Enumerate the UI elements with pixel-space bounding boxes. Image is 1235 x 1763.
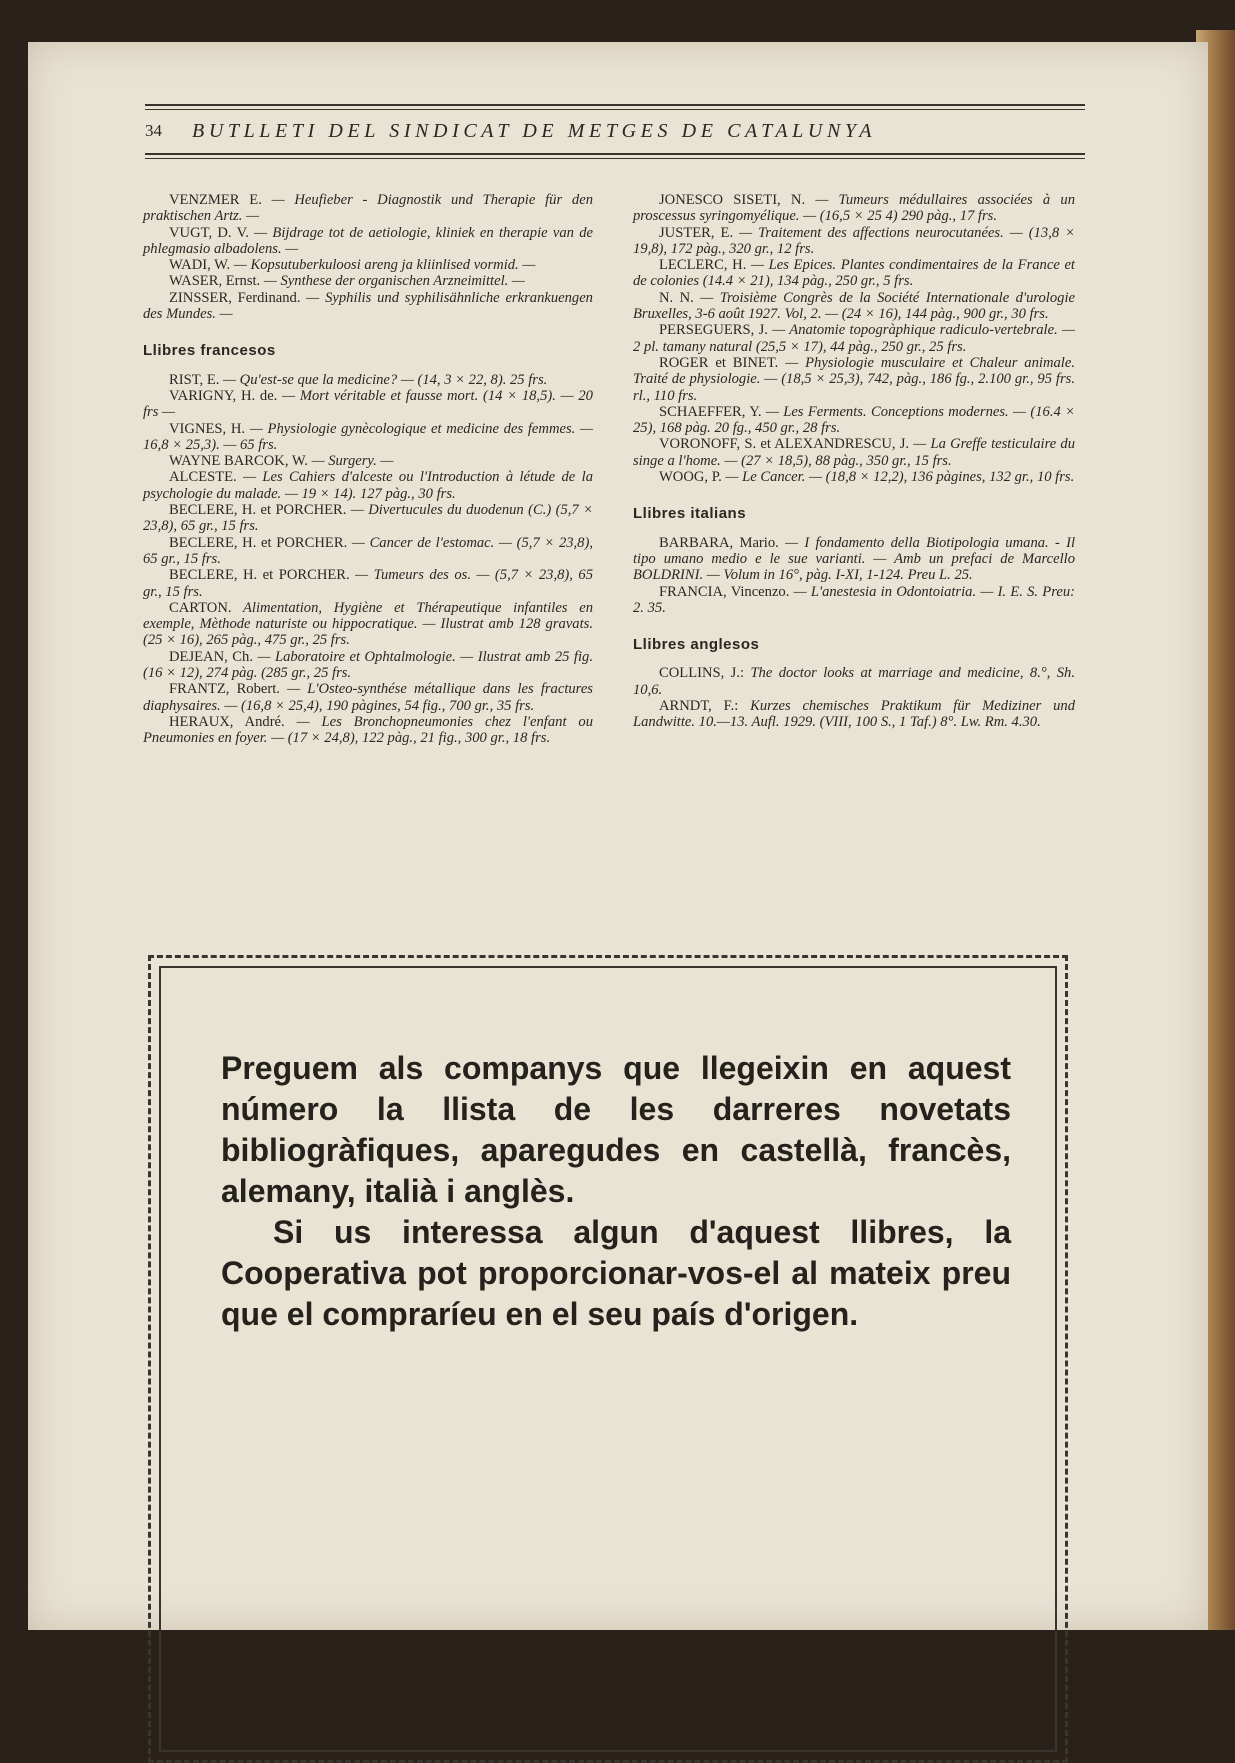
left-column <box>143 192 593 747</box>
entry-title: — L'Osteo-synthése métallique dans les fractures diaphysaires. — (16,8 × 25,4), 190 pàgines, 54 fig., 700 gr., 35 frs. <box>143 681 593 714</box>
entry-title: — Les Bronchopneumonies chez l'enfant ou Pneumonies en foyer. — (17 × 24,8), 122 pàg., 21 fig., 300 gr., 18 frs. <box>143 713 594 747</box>
bibliography-entry <box>143 225 593 258</box>
bibliography-entry <box>633 257 1075 290</box>
bibliography-entry <box>143 649 593 682</box>
bibliography-entry <box>633 535 1075 584</box>
entry-author: ZINSSER, Ferdinand. <box>169 289 301 306</box>
bibliography-entry <box>633 290 1075 323</box>
entry-author: RIST, E. <box>169 371 220 388</box>
bibliography-entry <box>143 502 593 535</box>
bibliography-entry <box>633 698 1075 731</box>
entry-list-french <box>143 372 593 747</box>
bibliography-entry <box>143 681 593 714</box>
entry-title: — Physiologie gynècologique et medicine des femmes. — 16,8 × 25,3). — 65 frs. <box>143 420 594 453</box>
running-title: BUTLLETI DEL SINDICAT DE METGES DE CATALUNYA <box>192 119 877 142</box>
bibliography-entry <box>633 665 1075 698</box>
entry-title: — Cancer de l'estomac. — (5,7 × 23,8), 65 gr., 15 frs. <box>143 534 593 567</box>
entry-author: BARBARA, Mario. <box>659 534 779 551</box>
entry-title: — Heufieber - Diagnostik und Therapie für den praktischen Artz. — <box>143 192 593 225</box>
bibliography-entry <box>143 600 593 649</box>
entry-author: WASER, Ernst. <box>169 273 261 290</box>
entry-title: — La Greffe testiculaire du singe a l'home. — (27 × 18,5), 88 pàg., 350 gr., 15 frs. <box>633 436 1076 469</box>
entry-title: — Les Ferments. Conceptions modernes. — (16.4 × 25), 168 pàg. 20 fg., 450 gr., 28 frs. <box>633 403 1075 437</box>
entry-author: N. N. <box>659 289 694 306</box>
bibliography-entry <box>633 436 1075 469</box>
entry-author: PERSEGUERS, J. <box>659 322 768 339</box>
page-number: 34 <box>145 121 162 140</box>
entry-author: BECLERE, H. et PORCHER. <box>169 502 347 519</box>
header-rule-bottom <box>145 153 1085 155</box>
notice-paragraph-2: Si us interessa algun d'aquest llibres, la Cooperativa pot proporcionar-vos-el al mateix preu que el compraríeu en el seu país d'origen. <box>221 1214 1011 1332</box>
entry-author: ARNDT, F.: <box>659 698 739 715</box>
entry-title: — Synthese der organischen Arzneimittel. — <box>260 273 525 290</box>
entry-author: LECLERC, H. <box>659 257 747 274</box>
entry-title: — Tumeurs médullaires associées à un proscessus syringomyélique. — (16,5 × 25 4) 290 pàg., 17 frs. <box>633 192 1075 225</box>
bibliography-entry <box>143 567 593 600</box>
section-heading-italian: Llibres italians <box>633 505 747 523</box>
entry-title: — Mort véritable et fausse mort. (14 × 18,5). — 20 frs — <box>143 387 593 421</box>
entry-author: DEJEAN, Ch. <box>169 648 253 665</box>
entry-author: SCHAEFFER, Y. <box>659 403 762 420</box>
entry-author: ALCESTE. <box>169 469 237 486</box>
entry-author: JUSTER, E. <box>659 224 734 241</box>
bibliography-entry <box>633 584 1075 617</box>
entry-title: — Kopsutuberkuloosi areng ja kliinlised vormid. — <box>230 257 536 274</box>
entry-title: The doctor looks at marriage and medicine, 8.°, Sh. 10,6. <box>633 665 1075 698</box>
entry-list-french-continued <box>633 192 1075 485</box>
entry-title: — Le Cancer. — (18,8 × 12,2), 136 pàgines, 132 gr., 10 frs. <box>721 469 1075 486</box>
entry-author: CARTON. <box>169 599 232 616</box>
entry-title: — Les Cahiers d'alceste ou l'Introduction à létude de la psychologie du malade. — 19 × 14). 127 pàg., 30 frs. <box>143 469 593 502</box>
bibliography-entry <box>633 225 1075 258</box>
entry-title: — Physiologie musculaire et Chaleur animale. Traité de physiologie. — (18,5 × 25,3), 742, pàg., 186 fg., 2.100 gr., 95 frs. rl., 110 frs. <box>633 354 1075 404</box>
bibliography-entry <box>633 469 1075 485</box>
entry-title: — Tumeurs des os. — (5,7 × 23,8), 65 gr., 15 frs. <box>143 567 593 600</box>
bibliography-entry <box>143 290 593 323</box>
entry-title: — Surgery. — <box>307 453 394 470</box>
entry-author: VENZMER E. <box>169 192 262 208</box>
entry-title: Alimentation, Hygiène et Thérapeutique infantiles en exemple, Mèthode naturiste ou hippocratique. — Ilustrat amb 128 gravats. (25 × 16), 265 pàg., 475 gr., 25 frs. <box>143 599 593 649</box>
entry-author: WADI, W. <box>169 257 231 274</box>
entry-author: COLLINS, J.: <box>659 665 745 682</box>
entry-author: VUGT, D. V. <box>169 224 249 241</box>
entry-author: WOOG, P. <box>659 469 722 486</box>
entry-list-german <box>143 192 593 322</box>
entry-list-english <box>633 665 1075 730</box>
entry-title: — Bijdrage tot de aetiologie, kliniek en therapie van de phlegmasio albadolens. — <box>143 224 593 257</box>
entry-title: — Les Epices. Plantes condimentaires de la France et de colonies (14.4 × 21), 134 pàg., 250 gr., 5 frs. <box>633 257 1075 290</box>
bibliography-entry <box>143 535 593 568</box>
bibliography-entry <box>633 355 1075 404</box>
entry-author: FRANCIA, Vincenzo. <box>659 583 790 600</box>
entry-title: — Anatomie topogràphique radiculo-vertebrale. — 2 pl. tamany natural (25,5 × 17), 44 pàg., 250 gr., 25 frs. <box>633 322 1076 355</box>
bibliography-entry <box>143 257 593 273</box>
bibliography-entry <box>143 469 593 502</box>
bibliography-entry <box>633 404 1075 437</box>
entry-author: VORONOFF, S. et ALEXANDRESCU, J. <box>659 436 910 453</box>
section-heading-english: Llibres anglesos <box>633 636 760 654</box>
entry-author: ROGER et BINET. <box>659 354 779 371</box>
entry-title: — Traitement des affections neurocutanées. — (13,8 × 19,8), 172 pàg., 320 gr., 12 frs. <box>633 224 1075 257</box>
section-heading-french: Llibres francesos <box>143 342 276 360</box>
right-column <box>633 192 1075 731</box>
header-rule-top <box>145 104 1085 106</box>
entry-author: VIGNES, H. <box>169 420 246 437</box>
bibliography-entry <box>633 322 1075 355</box>
entry-title: — Syphilis und syphilisähnliche erkrankuengen des Mundes. — <box>143 289 593 323</box>
bibliography-entry <box>143 453 593 469</box>
notice-box <box>148 955 1068 1763</box>
entry-title: — Divertucules du duodenun (C.) (5,7 × 23,8), 65 gr., 15 frs. <box>143 502 593 535</box>
entry-list-italian <box>633 535 1075 616</box>
entry-title: — L'anestesia in Odontoiatria. — I. E. S. Preu: 2. 35. <box>633 583 1075 616</box>
header-rule-bottom-thin <box>145 158 1085 159</box>
entry-author: FRANTZ, Robert. <box>169 681 280 698</box>
bibliography-entry <box>143 714 593 747</box>
entry-author: VARIGNY, H. de. <box>169 387 278 404</box>
bibliography-entry <box>143 372 593 388</box>
entry-title: Kurzes chemisches Praktikum für Mediziner und Landwitte. 10.—13. Aufl. 1929. (VIII, 100 S., 1 Taf.) 8°. Lw. Rm. 4.30. <box>633 698 1075 731</box>
header-rule-top-thin <box>145 109 1085 110</box>
entry-title: — Qu'est-se que la medicine? — (14, 3 × 22, 8). 25 frs. <box>219 371 548 388</box>
entry-author: BECLERE, H. et PORCHER. <box>169 567 350 584</box>
bibliography-entry <box>143 192 593 225</box>
bibliography-entry <box>633 192 1075 225</box>
entry-author: JONESCO SISETI, N. <box>659 192 806 208</box>
entry-author: BECLERE, H. et PORCHER. <box>169 534 348 551</box>
entry-author: HERAUX, André. <box>169 713 285 730</box>
page-header <box>145 113 1085 149</box>
entry-title: — I fondamento della Biotipologia umana. - Il tipo umano medio e le sue varianti. — Amb un prefaci de Marcello BOLDRINI. — Volum in 16°, pàg. I-XI, 1-124. Preu L. 25. <box>633 534 1075 584</box>
entry-title: — Troisième Congrès de la Société Internationale d'urologie Bruxelles, 3-6 août 1927. Vol, 2. — (24 × 16), 144 pàg., 900 gr., 30 frs. <box>633 289 1075 323</box>
entry-title: — Laboratoire et Ophtalmologie. — Ilustrat amb 25 fig. (16 × 12), 274 pàg. (285 gr., 25 frs. <box>143 648 593 682</box>
bibliography-entry <box>143 273 593 289</box>
entry-author: WAYNE BARCOK, W. <box>169 453 308 470</box>
bibliography-entry <box>143 388 593 421</box>
notice-text <box>221 1048 1011 1335</box>
notice-paragraph-1: Preguem als companys que llegeixin en aquest número la llista de les darreres novetats bibliogràfiques, aparegudes en castellà, francès, alemany, italià i anglès. <box>221 1050 1011 1209</box>
notice-box-inner <box>159 966 1057 1752</box>
bibliography-entry <box>143 421 593 454</box>
